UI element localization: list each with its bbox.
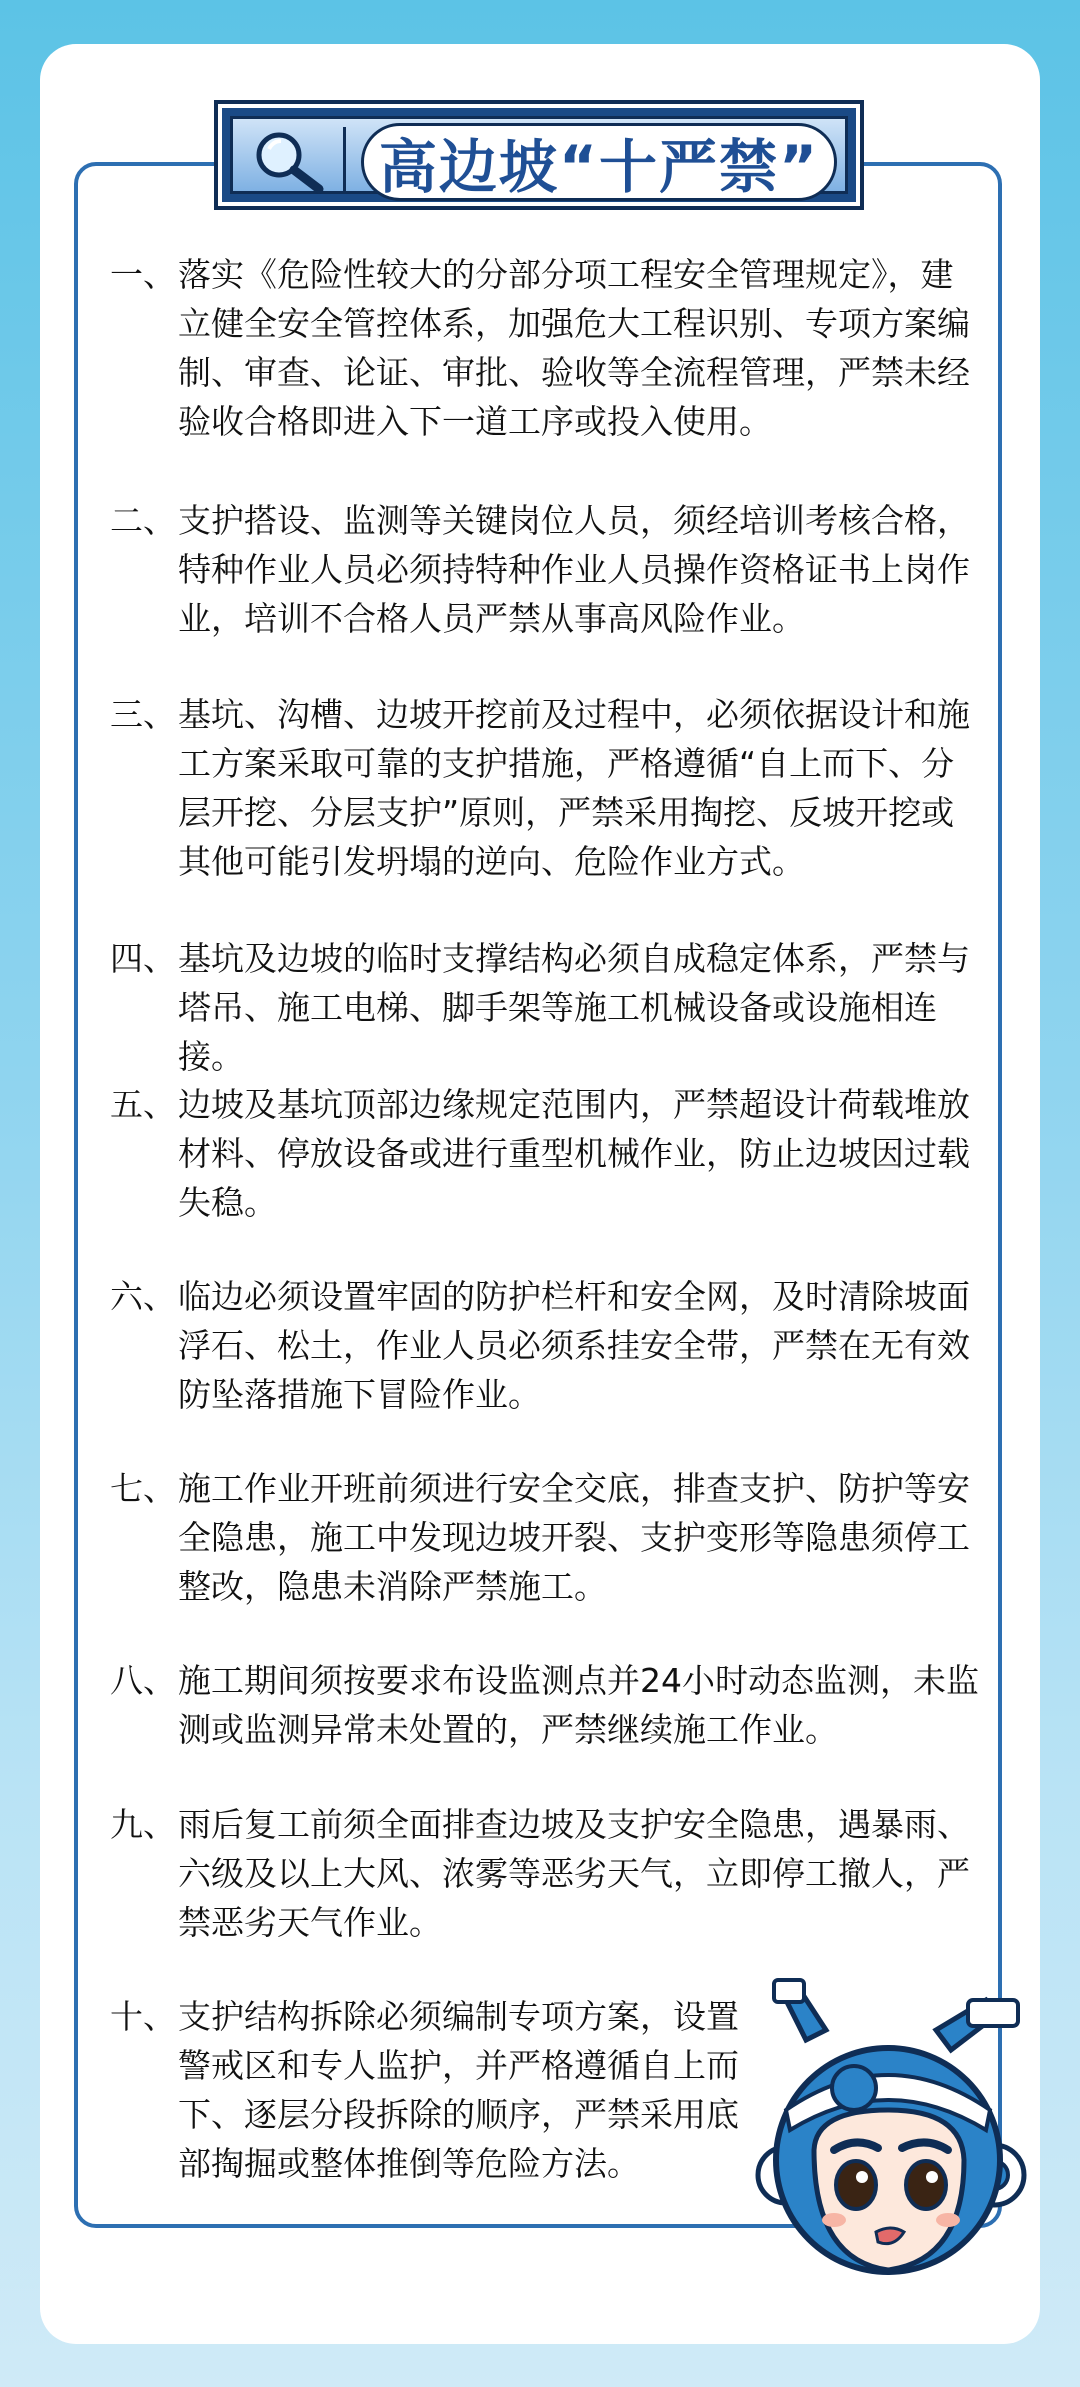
item-number: 四、 bbox=[110, 939, 176, 978]
item-text: 施工作业开班前须进行安全交底，排查支护、防护等安全隐患，施工中发现边坡开裂、支护变形等隐患须停工整改，隐患未消除严禁施工。 bbox=[178, 1469, 970, 1606]
list-item-1 bbox=[110, 250, 980, 446]
list-item-7 bbox=[110, 1464, 980, 1611]
magnifier-icon bbox=[243, 125, 333, 195]
item-number: 一、 bbox=[110, 255, 176, 294]
list-item-8 bbox=[110, 1656, 980, 1754]
item-text: 临边必须设置牢固的防护栏杆和安全网，及时清除坡面浮石、松土，作业人员必须系挂安全带，严禁在无有效防坠落措施下冒险作业。 bbox=[178, 1277, 970, 1414]
item-text: 雨后复工前须全面排查边坡及支护安全隐患，遇暴雨、六级及以上大风、浓雾等恶劣天气，立即停工撤人，严禁恶劣天气作业。 bbox=[178, 1805, 970, 1942]
page-title: 高边坡“十严禁” bbox=[378, 133, 820, 201]
list-item-5 bbox=[110, 1080, 980, 1227]
title-banner bbox=[214, 100, 864, 210]
item-text: 落实《危险性较大的分部分项工程安全管理规定》，建立健全安全管控体系，加强危大工程识别、专项方案编制、审查、论证、审批、验收等全流程管理，严禁未经验收合格即进入下一道工序或投入使用。 bbox=[178, 255, 970, 441]
item-text: 施工期间须按要求布设监测点并24小时动态监测，未监测或监测异常未处置的，严禁继续施工作业。 bbox=[178, 1661, 979, 1749]
item-text: 基坑、沟槽、边坡开挖前及过程中，必须依据设计和施工方案采取可靠的支护措施，严格遵循“自上而下、分层开挖、分层支护”原则，严禁采用掏挖、反坡开挖或其他可能引发坍塌的逆向、危险作业方式。 bbox=[178, 695, 970, 881]
item-number: 三、 bbox=[110, 695, 176, 734]
item-number: 八、 bbox=[110, 1661, 176, 1700]
list-item-6 bbox=[110, 1272, 980, 1419]
item-number: 五、 bbox=[110, 1085, 176, 1124]
title-banner-inner bbox=[230, 116, 848, 201]
title-divider bbox=[343, 127, 346, 191]
item-number: 六、 bbox=[110, 1277, 176, 1316]
item-text: 基坑及边坡的临时支撑结构必须自成稳定体系，严禁与塔吊、施工电梯、脚手架等施工机械设备或设施相连接。 bbox=[178, 939, 970, 1076]
list-item-2 bbox=[110, 496, 980, 643]
list-item-10 bbox=[110, 1992, 760, 2188]
item-text: 支护结构拆除必须编制专项方案，设置警戒区和专人监护，并严格遵循自上而下、逐层分段拆除的顺序，严禁采用底部掏掘或整体推倒等危险方法。 bbox=[178, 1997, 739, 2183]
list-item-3 bbox=[110, 690, 980, 886]
item-number: 二、 bbox=[110, 501, 176, 540]
item-number: 十、 bbox=[110, 1997, 176, 2036]
item-text: 边坡及基坑顶部边缘规定范围内，严禁超设计荷载堆放材料、停放设备或进行重型机械作业，防止边坡因过载失稳。 bbox=[178, 1085, 970, 1222]
item-text: 支护搭设、监测等关键岗位人员，须经培训考核合格，特种作业人员必须持特种作业人员操作资格证书上岗作业，培训不合格人员严禁从事高风险作业。 bbox=[178, 501, 970, 638]
title-pill bbox=[361, 123, 837, 201]
mascot-character bbox=[736, 1970, 1036, 2300]
item-number: 七、 bbox=[110, 1469, 176, 1508]
list-item-4 bbox=[110, 934, 980, 1081]
list-item-9 bbox=[110, 1800, 980, 1947]
item-number: 九、 bbox=[110, 1805, 176, 1844]
